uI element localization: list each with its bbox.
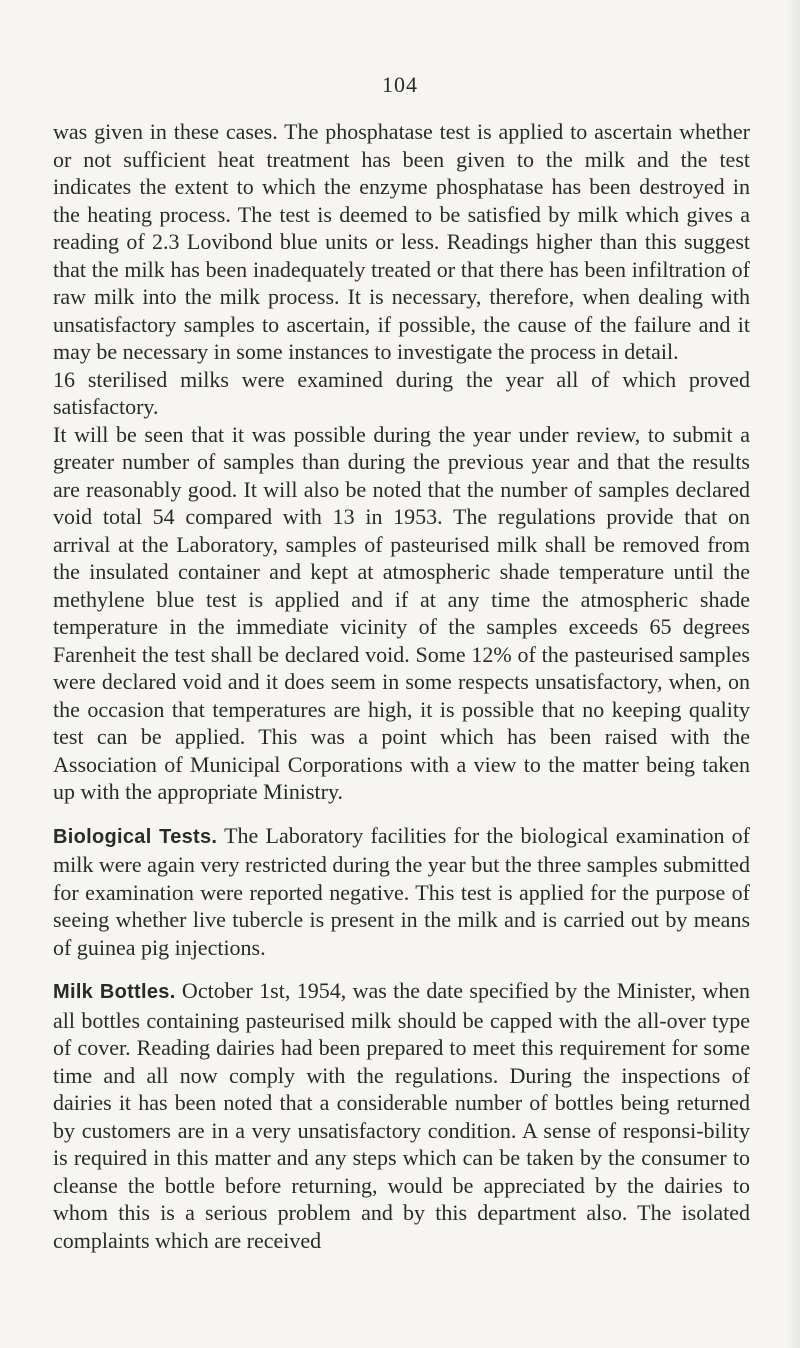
paragraph-sterilised-milks [53,366,750,421]
document-body [53,118,750,1254]
paragraph-text: was given in these cases. The phosphatase test is applied to ascertain whether or not sufficient heat treatment has been given to the milk and the test indicates the extent to which the enzyme phosphatase has been destroyed in the heating process. The test is deemed to be satisfied by milk which gives a reading of 2.3 Lovibond blue units or less. Readings higher than this suggest that the milk has been inadequately treated or that there has been infiltration of raw milk into the milk process. It is necessary, therefore, when dealing with unsatisfactory samples to ascertain, if possible, the cause of the failure and it may be necessary in some instances to investigate the process in detail. [53,119,750,364]
paragraph-text: The Laboratory facilities for the biological examination of milk were again very restricted during the year but the three samples submitted for examination were reported negative. This test is applied for the purpose of seeing whether live tubercle is present in the milk and is carried out by means of guinea pig injections. [53,822,751,960]
paragraph-phosphatase-test [53,118,750,366]
paragraph-samples-review [53,421,750,806]
paragraph-milk-bottles [53,977,750,1254]
section-heading-milk-bottles: Milk Bottles. [53,981,176,1003]
paragraph-biological-tests [53,822,750,962]
paragraph-text: It will be seen that it was possible during the year under review, to submit a greater number of samples than during the previous year and that the results are reasonably good. It will also be noted that the number of samples declared void total 54 compared with 13 in 1953. The regulations provide that on arrival at the Laboratory, samples of pasteurised milk shall be removed from the insulated container and kept at atmospheric shade temperature until the methylene blue test is applied and if at any time the atmospheric shade temperature in the immediate vicinity of the samples exceeds 65 degrees Farenheit the test shall be declared void. Some 12% of the pasteurised samples were declared void and it does seem in some respects unsatisfactory, when, on the occasion that temperatures are high, it is possible that no keeping quality test can be applied. This was a point which has been raised with the Association of Municipal Corporations with a view to the matter being taken up with the appropriate Ministry. [53,421,750,804]
paragraph-text: 16 sterilised milks were examined during the year all of which proved satisfactory. [53,366,750,419]
page-edge-shadow [786,0,800,1348]
section-heading-biological-tests: Biological Tests. [53,825,218,848]
page-number: 104 [382,72,418,97]
paragraph-text: October 1st, 1954, was the date specified by the Minister, when all bottles containing pasteurised milk should be capped with the all-over type of cover. Reading dairies had been prepared to meet this requirement for some time and all now comply with the regulations. During the inspections of dairies it has been noted that a considerable number of bottles being returned by customers are in a very unsatisfactory condition. A sense of responsi-bility is required in this matter and any steps which can be taken by the consumer to cleanse the bottle before returning, would be appreciated by the dairies to whom this is a serious problem and by this department also. The isolated complaints which are received [53,978,750,1253]
